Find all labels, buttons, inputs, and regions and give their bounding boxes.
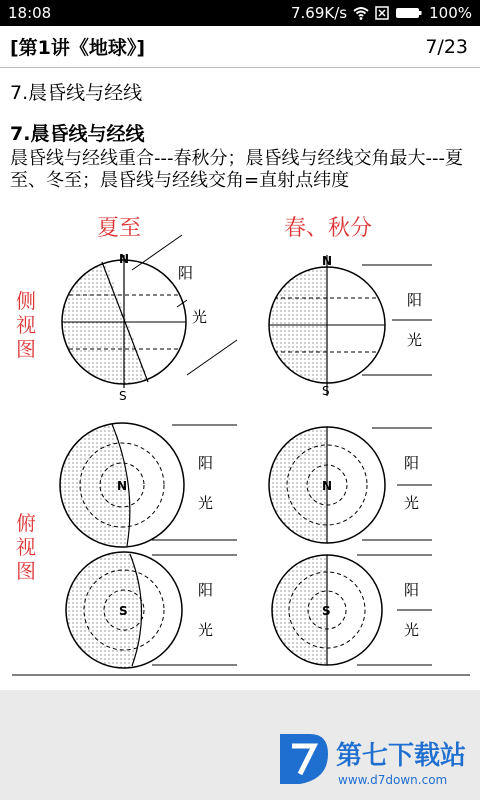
sun-char: 光 — [404, 494, 420, 512]
sun-char: 阳 — [198, 581, 214, 599]
no-sim-icon — [375, 6, 389, 20]
side-view-char: 侧 — [16, 289, 36, 313]
sun-char: 阳 — [404, 581, 420, 599]
equinox-top-south-globe — [267, 550, 432, 670]
section-paragraph: 晨昏线与经线重合---春秋分；晨昏线与经线交角最大---夏至、冬至；晨昏线与经线交角=直射点纬度 — [10, 148, 463, 191]
equinox-top-north-globe — [262, 420, 432, 550]
south-label: S — [322, 604, 331, 618]
brand-name: 第七下载站 — [336, 741, 467, 771]
summer-top-north-globe — [52, 420, 237, 550]
south-label: S — [119, 389, 127, 403]
side-view-char: 视 — [16, 313, 36, 337]
sun-char: 光 — [198, 621, 214, 639]
sun-char: 光 — [192, 308, 208, 326]
section-heading: 7.晨昏线与经线 — [10, 82, 143, 104]
top-view-char: 视 — [16, 535, 36, 559]
status-bar — [0, 0, 480, 26]
summer-top-south-globe — [62, 550, 237, 670]
south-label: S — [322, 384, 330, 398]
top-view-label — [16, 511, 36, 583]
north-label: N — [119, 252, 130, 266]
site-logo — [270, 724, 470, 794]
section-subheading: 7.晨昏线与经线 — [10, 123, 145, 145]
side-view-char: 图 — [16, 337, 36, 361]
title-bar — [0, 26, 480, 68]
north-label: N — [322, 479, 333, 493]
top-view-char: 俯 — [16, 511, 36, 535]
content-area — [0, 70, 480, 192]
sun-char: 阳 — [178, 264, 194, 282]
top-view-char: 图 — [16, 559, 36, 583]
page-indicator: 7/23 — [425, 35, 468, 58]
status-right — [291, 4, 472, 22]
side-view-label — [16, 289, 36, 361]
summer-label: 夏至 — [97, 216, 142, 241]
sun-char: 光 — [407, 331, 423, 349]
south-label: S — [119, 604, 128, 618]
wifi-icon — [353, 6, 369, 20]
brand-url: www.d7down.com — [338, 773, 448, 787]
north-label: N — [117, 479, 128, 493]
battery-percent: 100% — [429, 4, 472, 22]
sun-char: 阳 — [407, 291, 423, 309]
earth-diagram — [12, 210, 470, 680]
equinox-side-globe — [262, 254, 432, 398]
network-speed: 7.69K/s — [291, 4, 348, 22]
north-label: N — [322, 254, 333, 268]
sun-char: 阳 — [404, 454, 420, 472]
lesson-title: [第1讲《地球》] — [10, 37, 146, 59]
sun-char: 阳 — [198, 454, 214, 472]
summer-side-globe — [52, 235, 237, 403]
sun-char: 光 — [198, 494, 214, 512]
sun-char: 光 — [404, 621, 420, 639]
bottom-area — [0, 690, 480, 800]
status-time: 18:08 — [8, 4, 52, 22]
battery-icon — [395, 6, 423, 20]
equinox-label: 春、秋分 — [284, 216, 373, 241]
d7-logo-icon — [280, 734, 328, 784]
